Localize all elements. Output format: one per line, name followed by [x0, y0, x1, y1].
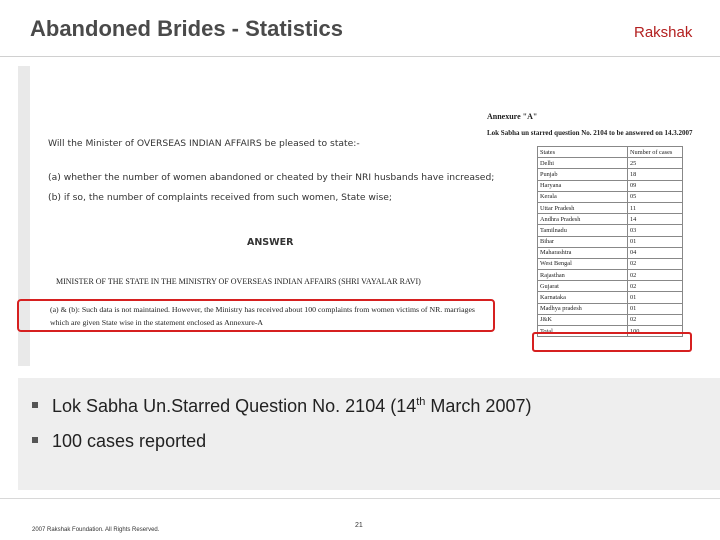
state-cell: Gujarat	[538, 281, 628, 292]
state-cell: Delhi	[538, 158, 628, 169]
state-cell: Maharashtra	[538, 247, 628, 258]
cases-cell: 05	[628, 191, 683, 202]
cases-cell: 03	[628, 225, 683, 236]
state-cell: Kerala	[538, 191, 628, 202]
table-row	[538, 158, 683, 169]
state-cell: J&K	[538, 314, 628, 325]
bullet-square-icon	[32, 402, 38, 408]
cases-cell: 11	[628, 202, 683, 213]
state-cell: Karnataka	[538, 292, 628, 303]
total-highlight	[532, 332, 692, 352]
slide-title: Abandoned Brides - Statistics	[30, 16, 343, 41]
table-row	[538, 180, 683, 191]
question-part-a: (a) whether the number of women abandoned or cheated by their NRI husbands have increased;	[48, 172, 495, 183]
table-row	[538, 225, 683, 236]
answer-line-2: which are given State wise in the statement enclosed as Annexure-A	[50, 318, 264, 327]
table-row	[538, 236, 683, 247]
header-states: States	[538, 147, 628, 158]
copyright-text: 2007 Rakshak Foundation. All Rights Reserved.	[32, 527, 160, 533]
cases-cell: 02	[628, 281, 683, 292]
table-row	[538, 314, 683, 325]
state-cell: Rajasthan	[538, 270, 628, 281]
brand-logo: Rakshak	[634, 24, 693, 41]
table-row	[538, 270, 683, 281]
page-number: 21	[355, 522, 363, 529]
answer-line-1: (a) & (b): Such data is not maintained. However, the Ministry has received about 100 complaints from women victims of NR. marriages	[50, 305, 475, 314]
answer-heading: ANSWER	[247, 237, 294, 248]
table-row	[538, 281, 683, 292]
table-row	[538, 214, 683, 225]
table-header-row	[538, 147, 683, 158]
state-cell: Uttar Pradesh	[538, 202, 628, 213]
cases-cell: 01	[628, 236, 683, 247]
minister-line: MINISTER OF THE STATE IN THE MINISTRY OF OVERSEAS INDIAN AFFAIRS (SHRI VAYALAR RAVI)	[56, 277, 421, 286]
cases-cell: 18	[628, 169, 683, 180]
table-row	[538, 258, 683, 269]
answer-highlight	[17, 299, 495, 332]
state-cell: Madhya pradesh	[538, 303, 628, 314]
cases-cell: 09	[628, 180, 683, 191]
table-row	[538, 191, 683, 202]
table-row	[538, 303, 683, 314]
total-label: Total	[538, 326, 628, 337]
bullet-cases	[32, 431, 206, 452]
state-cases-table	[537, 146, 683, 337]
state-cell: Haryana	[538, 180, 628, 191]
table-row	[538, 292, 683, 303]
cases-cell: 01	[628, 292, 683, 303]
cases-cell: 02	[628, 270, 683, 281]
state-cell: Punjab	[538, 169, 628, 180]
table-row	[538, 202, 683, 213]
bullet-question	[32, 396, 531, 417]
header-rule	[0, 56, 720, 57]
bullet-question-sup: th	[416, 396, 426, 408]
cases-cell: 02	[628, 258, 683, 269]
cases-cell: 25	[628, 158, 683, 169]
cases-cell: 04	[628, 247, 683, 258]
table-row	[538, 247, 683, 258]
bullet-question-text: Lok Sabha Un.Starred Question No. 2104 (14	[52, 396, 417, 416]
annexure-subtitle: Lok Sabha un starred question No. 2104 to be answered on 14.3.2007	[487, 129, 693, 137]
question-intro: Will the Minister of OVERSEAS INDIAN AFFAIRS be pleased to state:-	[48, 138, 360, 149]
question-part-b: (b) if so, the number of complaints received from such women, State wise;	[48, 192, 393, 203]
bullet-cases-text: 100 cases reported	[52, 431, 207, 451]
footer-rule	[0, 498, 720, 499]
cases-cell: 14	[628, 214, 683, 225]
table-row	[538, 169, 683, 180]
header-cases: Number of cases	[628, 147, 683, 158]
total-cases: 100	[628, 326, 683, 337]
bullet-square-icon	[32, 437, 38, 443]
state-cell: Tamilnadu	[538, 225, 628, 236]
state-cell: Andhra Pradesh	[538, 214, 628, 225]
state-cell: Bihar	[538, 236, 628, 247]
state-cell: West Bengal	[538, 258, 628, 269]
cases-cell: 02	[628, 314, 683, 325]
bullet-question-date: March 2007)	[425, 396, 532, 416]
annexure-title: Annexure "A"	[487, 112, 538, 121]
cases-cell: 01	[628, 303, 683, 314]
